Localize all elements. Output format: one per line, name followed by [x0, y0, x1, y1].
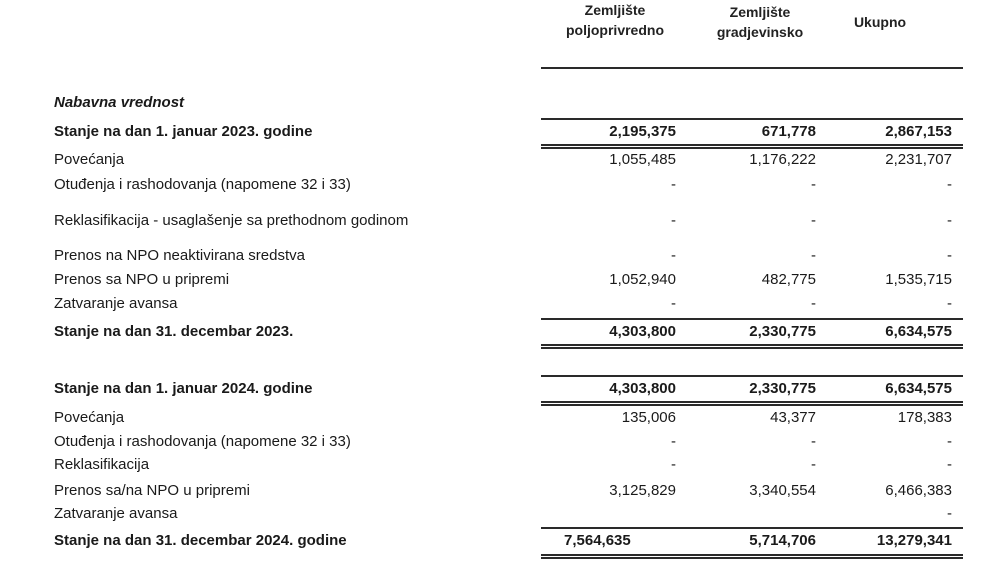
- row-label: Zatvaranje avansa: [54, 295, 178, 312]
- row-label: Stanje na dan 1. januar 2024. godine: [54, 380, 313, 397]
- row-label: Povećanja: [54, 409, 125, 426]
- divider: [541, 118, 963, 120]
- cell-construction: 3,340,554: [749, 482, 816, 499]
- cell-agricultural: 4,303,800: [609, 380, 676, 397]
- double-divider: [541, 401, 963, 406]
- cell-total: 178,383: [897, 409, 952, 426]
- cell-construction: 2,330,775: [749, 380, 816, 397]
- cell-agricultural: 4,303,800: [609, 323, 676, 340]
- row-label: Stanje na dan 1. januar 2023. godine: [54, 123, 313, 140]
- cell-total: 2,231,707: [885, 151, 952, 168]
- cell-construction: 43,377: [770, 409, 816, 426]
- cell-total: -: [947, 247, 952, 264]
- column-header-line2: poljoprivredno: [566, 22, 664, 38]
- cell-agricultural: -: [671, 176, 676, 193]
- cell-agricultural: 7,564,635: [564, 532, 631, 549]
- table-row: [0, 293, 993, 315]
- column-header-construction-land: [690, 2, 830, 42]
- cell-agricultural: -: [671, 212, 676, 229]
- column-header-line2: gradjevinsko: [716, 24, 804, 40]
- table-row-closing-2024: [0, 530, 993, 552]
- table-row: [0, 480, 993, 502]
- double-divider: [541, 344, 963, 349]
- table-row: [0, 210, 993, 232]
- table-row: [0, 454, 993, 476]
- cell-total: -: [947, 505, 952, 522]
- cell-construction: -: [811, 247, 816, 264]
- table-row: [0, 407, 993, 429]
- double-divider: [541, 554, 963, 559]
- cell-total: -: [947, 456, 952, 473]
- table-row: [0, 431, 993, 453]
- column-header-agricultural-land: [545, 0, 685, 40]
- row-label: Prenos sa NPO u pripremi: [54, 271, 230, 288]
- cell-agricultural: 135,006: [621, 409, 676, 426]
- table-row-closing-2023: [0, 321, 993, 343]
- table-row: [0, 245, 993, 267]
- row-label: Reklasifikacija: [54, 456, 150, 473]
- table-row-opening-2024: [0, 378, 993, 400]
- row-label: Stanje na dan 31. decembar 2024. godine: [54, 532, 347, 549]
- cell-construction: 1,176,222: [749, 151, 816, 168]
- column-header-line1: Ukupno: [853, 14, 907, 30]
- table-row: [0, 269, 993, 291]
- table-row: [0, 149, 993, 171]
- cell-agricultural: 2,195,375: [609, 123, 676, 140]
- section-title-row: [0, 92, 993, 114]
- row-label: Prenos na NPO neaktivirana sredstva: [54, 247, 305, 264]
- row-label: Stanje na dan 31. decembar 2023.: [54, 323, 294, 340]
- cell-agricultural: -: [671, 433, 676, 450]
- header-underline: [541, 67, 963, 69]
- divider: [541, 375, 963, 377]
- table-row: [0, 503, 993, 525]
- cell-total: -: [947, 212, 952, 229]
- cell-construction: -: [811, 212, 816, 229]
- cell-construction: 2,330,775: [749, 323, 816, 340]
- cell-total: -: [947, 176, 952, 193]
- cell-agricultural: 1,055,485: [609, 151, 676, 168]
- row-label: Otuđenja i rashodovanja (napomene 32 i 33): [54, 176, 351, 193]
- cell-total: -: [947, 295, 952, 312]
- cell-agricultural: 3,125,829: [609, 482, 676, 499]
- cell-agricultural: -: [671, 247, 676, 264]
- divider: [541, 527, 963, 529]
- row-label: Zatvaranje avansa: [54, 505, 178, 522]
- cell-total: 13,279,341: [876, 532, 952, 549]
- cell-construction: 482,775: [761, 271, 816, 288]
- cell-total: 6,466,383: [885, 482, 952, 499]
- cell-total: 6,634,575: [885, 380, 952, 397]
- table-row-opening-2023: [0, 121, 993, 143]
- cell-construction: -: [811, 456, 816, 473]
- cell-total: -: [947, 433, 952, 450]
- section-title: Nabavna vrednost: [54, 94, 185, 111]
- cell-construction: -: [811, 433, 816, 450]
- row-label: Povećanja: [54, 151, 125, 168]
- cell-total: 1,535,715: [885, 271, 952, 288]
- cell-agricultural: 1,052,940: [609, 271, 676, 288]
- cell-agricultural: -: [671, 295, 676, 312]
- cell-construction: -: [811, 176, 816, 193]
- cell-construction: 671,778: [761, 123, 816, 140]
- divider: [541, 318, 963, 320]
- cell-construction: -: [811, 295, 816, 312]
- row-label: Reklasifikacija - usaglašenje sa prethodnom godinom: [54, 212, 409, 229]
- column-header-line1: Zemljište: [584, 2, 646, 18]
- cell-construction: 5,714,706: [749, 532, 816, 549]
- table-row: [0, 174, 993, 196]
- cell-total: 6,634,575: [885, 323, 952, 340]
- column-header-line1: Zemljište: [729, 4, 791, 20]
- row-label: Otuđenja i rashodovanja (napomene 32 i 33): [54, 433, 351, 450]
- column-header-total: [830, 12, 930, 32]
- row-label: Prenos sa/na NPO u pripremi: [54, 482, 250, 499]
- cell-agricultural: -: [671, 456, 676, 473]
- cell-total: 2,867,153: [885, 123, 952, 140]
